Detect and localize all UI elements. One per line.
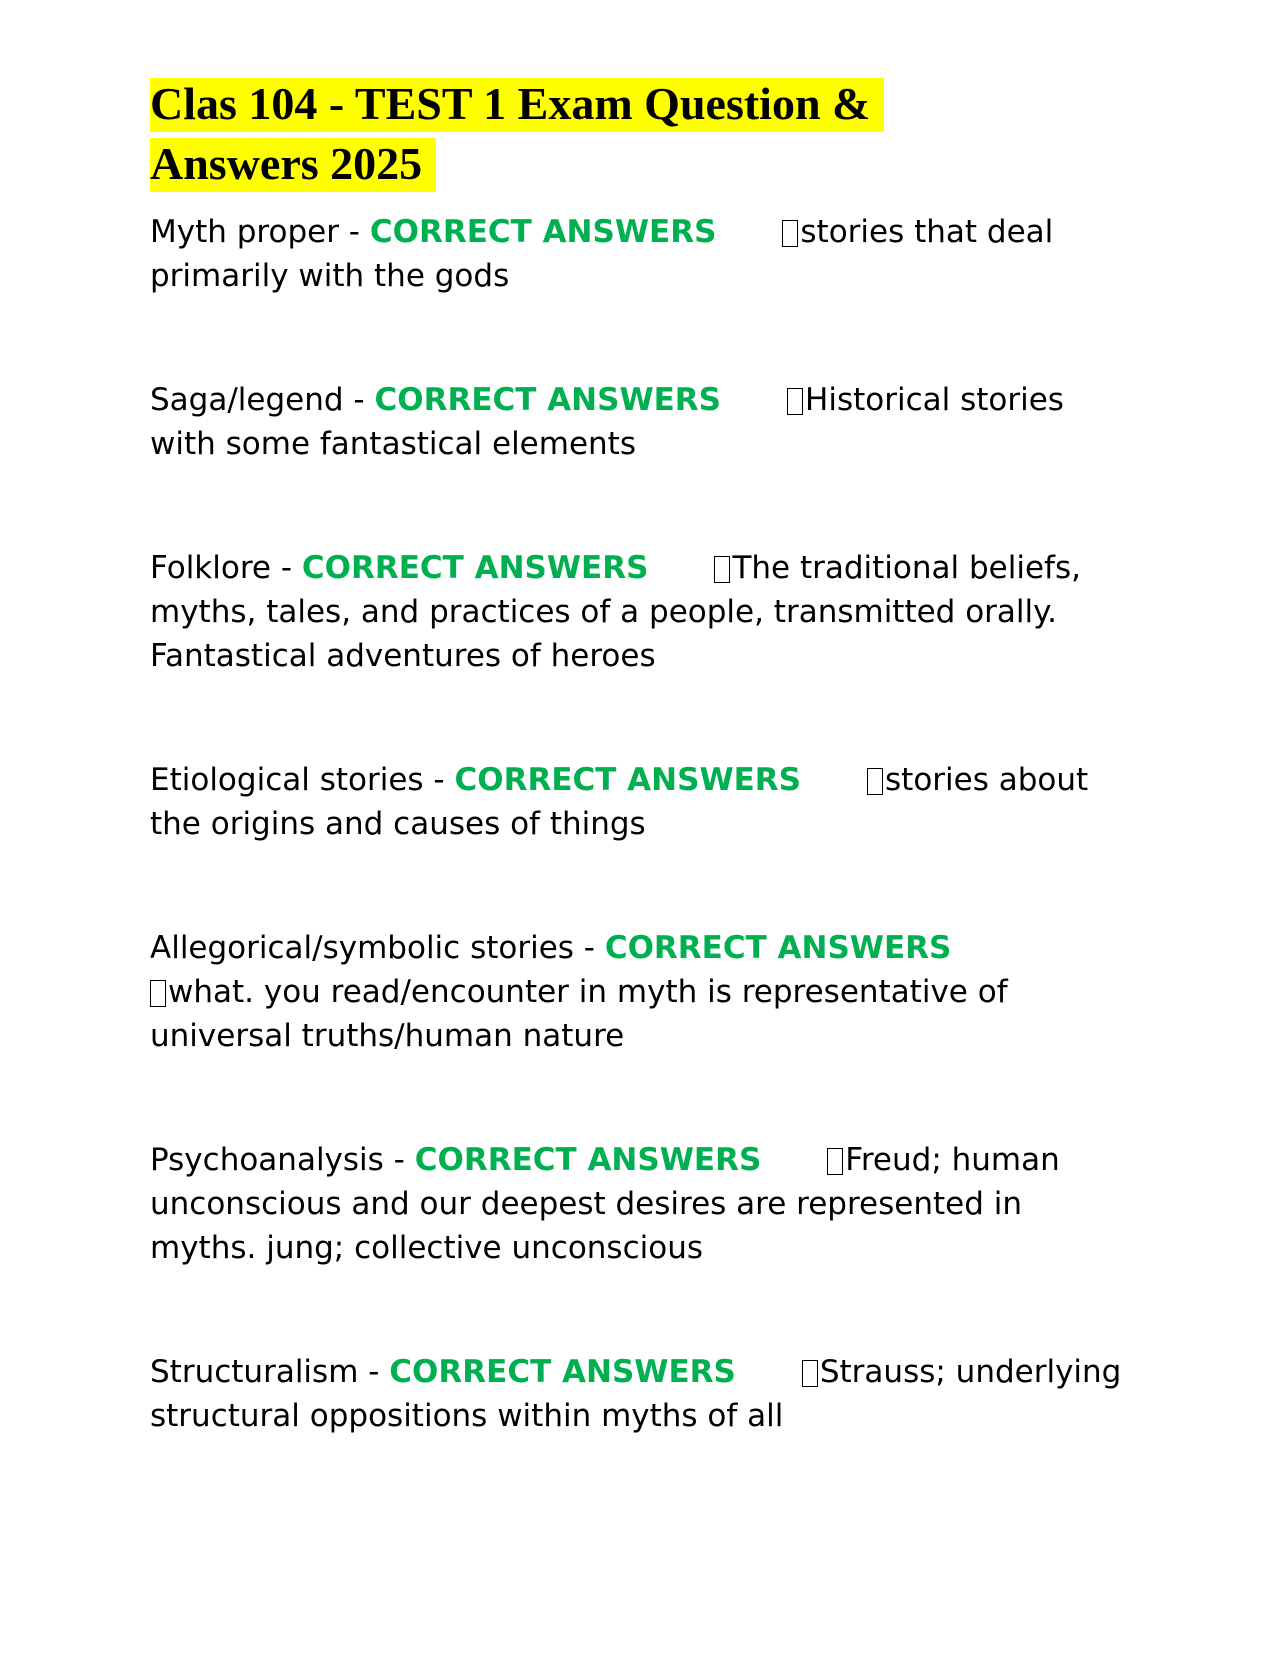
correct-answers-label: CORRECT ANSWERS	[369, 214, 717, 250]
qa-term: Structuralism	[150, 1354, 359, 1390]
qa-term: Allegorical/symbolic stories	[150, 930, 574, 966]
qa-separator: -	[423, 762, 455, 798]
qa-definition: what. you read/encounter in myth is representative of universal truths/human nature	[150, 974, 1008, 1054]
qa-definition: Freud; human unconscious and our deepest desires are represented in myths. jung; collective unconscious	[150, 1142, 1060, 1266]
title-line-2: Answers 2025	[150, 138, 436, 192]
missing-glyph-icon	[867, 768, 883, 795]
qa-definition: stories about the origins and causes of things	[150, 762, 1089, 842]
qa-separator: -	[270, 550, 302, 586]
missing-glyph-icon	[782, 220, 798, 247]
qa-term: Myth proper	[150, 214, 339, 250]
correct-answers-label: CORRECT ANSWERS	[389, 1354, 736, 1390]
qa-definition: Strauss; underlying structural oppositions within myths of all	[150, 1354, 1122, 1434]
qa-entry	[150, 758, 1130, 846]
qa-definition: Historical stories with some fantastical elements	[150, 382, 1064, 462]
qa-term: Saga/legend	[150, 382, 344, 418]
qa-separator: -	[358, 1354, 390, 1390]
missing-glyph-icon	[714, 556, 730, 583]
qa-separator: -	[343, 382, 375, 418]
qa-entry	[150, 210, 1130, 298]
qa-definition: stories that deal primarily with the gods	[150, 214, 1054, 294]
qa-separator: -	[573, 930, 605, 966]
document-title	[150, 74, 990, 194]
qa-entry	[150, 926, 1130, 1058]
correct-answers-label: CORRECT ANSWERS	[414, 1142, 762, 1178]
qa-term: Folklore	[150, 550, 271, 586]
qa-entry	[150, 1350, 1130, 1438]
correct-answers-label: CORRECT ANSWERS	[604, 930, 952, 966]
qa-term: Psychoanalysis	[150, 1142, 384, 1178]
qa-separator: -	[383, 1142, 415, 1178]
qa-entry	[150, 378, 1130, 466]
qa-entry	[150, 1138, 1130, 1270]
qa-separator: -	[338, 214, 370, 250]
correct-answers-label: CORRECT ANSWERS	[374, 382, 722, 418]
correct-answers-label: CORRECT ANSWERS	[454, 762, 802, 798]
missing-glyph-icon	[150, 980, 166, 1007]
qa-term: Etiological stories	[150, 762, 424, 798]
missing-glyph-icon	[802, 1360, 818, 1387]
qa-entry	[150, 546, 1130, 678]
missing-glyph-icon	[787, 388, 803, 415]
qa-definition: The traditional beliefs, myths, tales, and practices of a people, transmitted orally. Fantastical adventures of heroes	[150, 550, 1081, 674]
missing-glyph-icon	[827, 1148, 843, 1175]
title-line-1: Clas 104 - TEST 1 Exam Question &	[150, 78, 884, 132]
correct-answers-label: CORRECT ANSWERS	[301, 550, 649, 586]
